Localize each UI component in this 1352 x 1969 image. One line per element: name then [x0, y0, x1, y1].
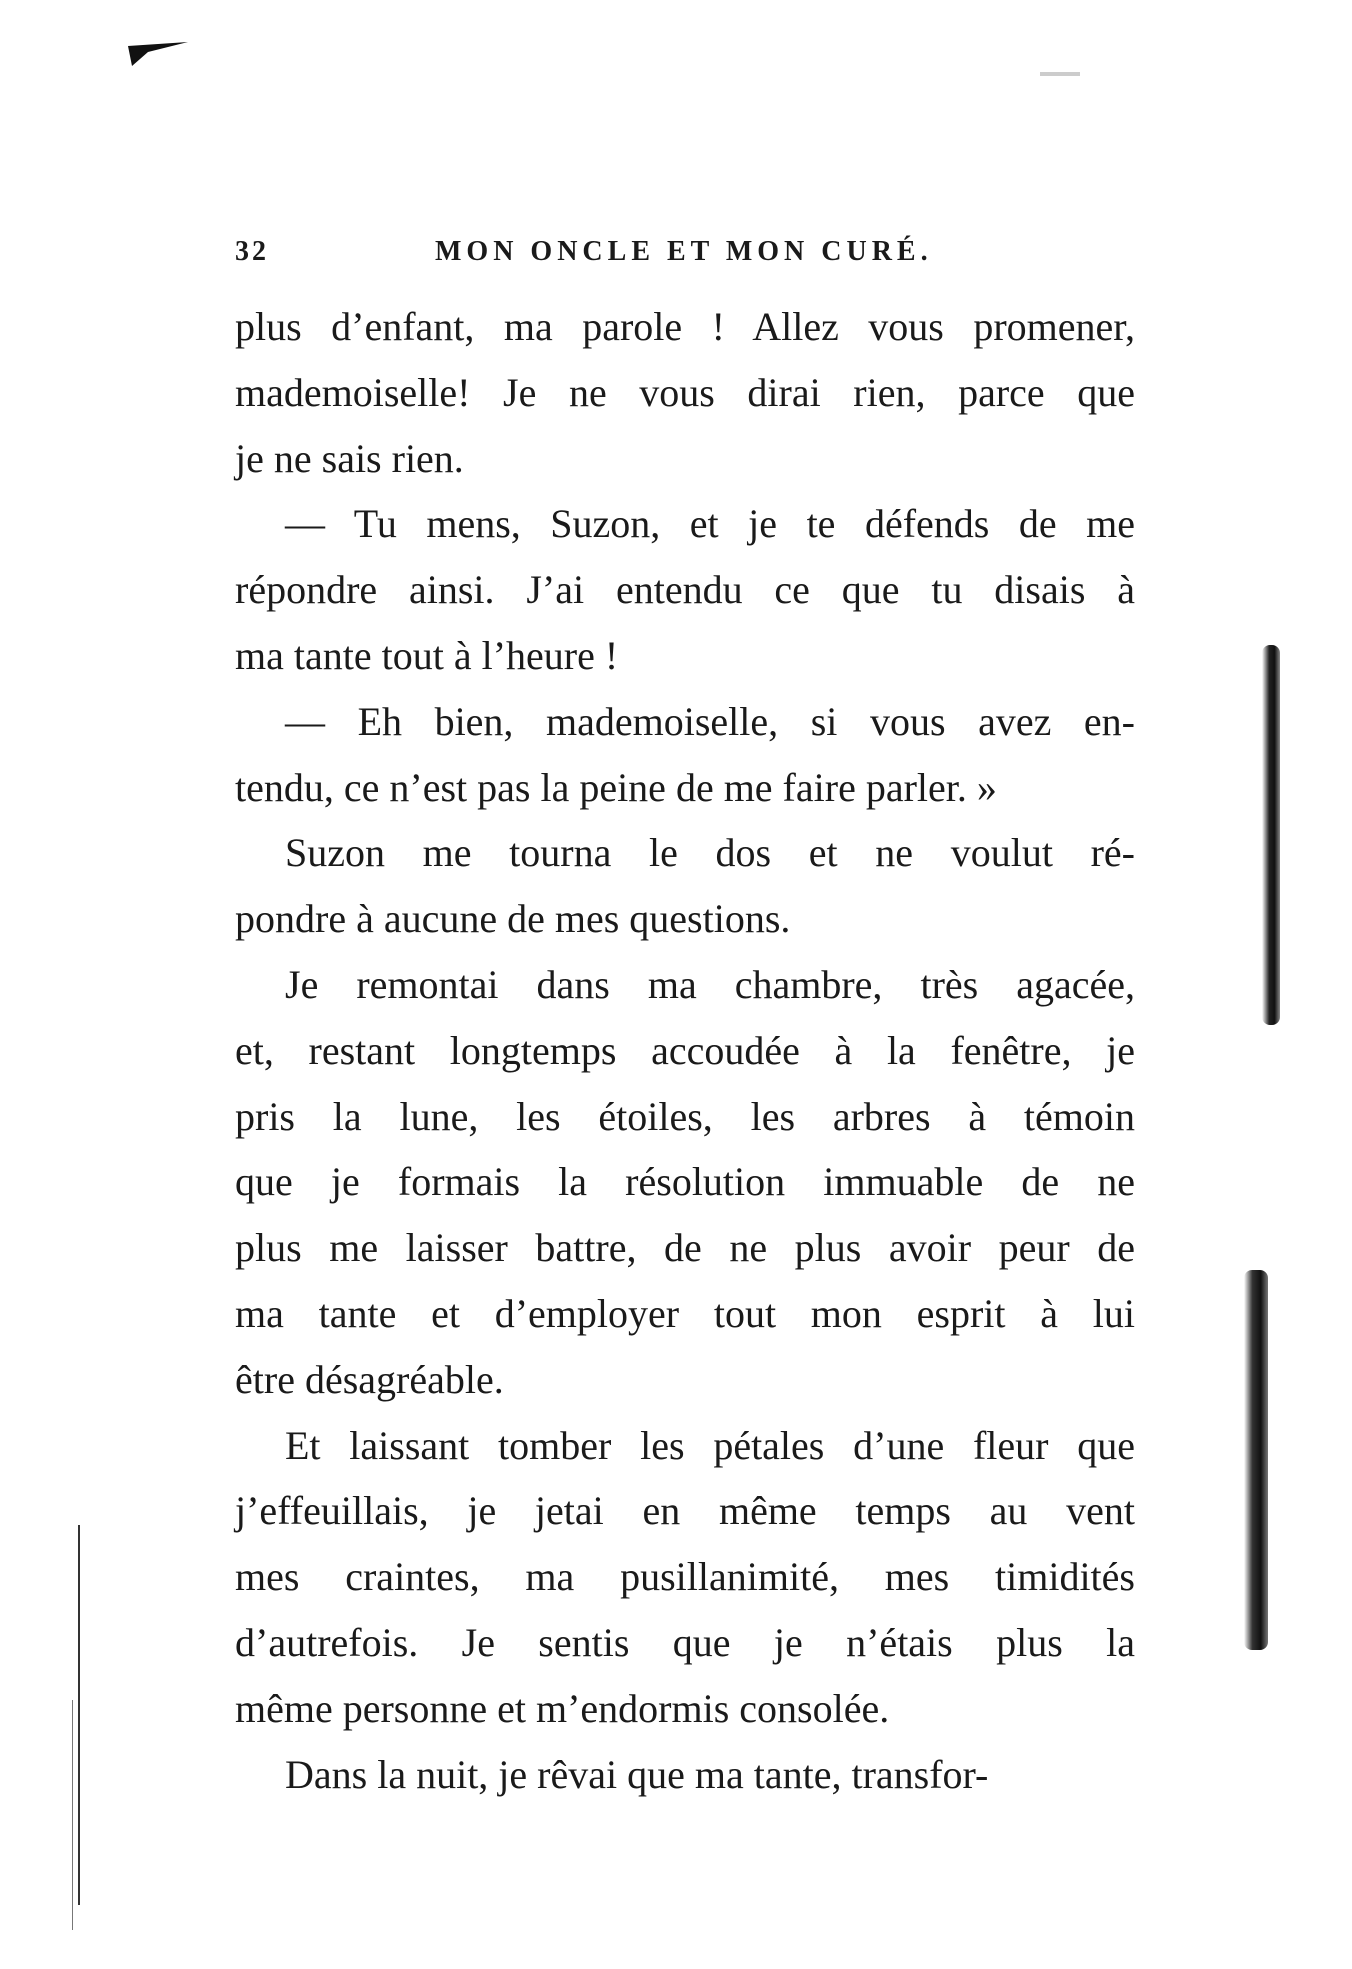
scan-edge-shadow-lower — [1244, 1270, 1268, 1650]
text-line: ma tante tout à l’heure ! — [235, 632, 619, 678]
scan-edge-shadow-upper — [1262, 645, 1280, 1025]
text-line: ma tante et d’employer tout mon esprit à lui — [235, 1290, 1135, 1336]
text-line: plus d’enfant, ma parole ! Allez vous promener, — [235, 304, 1135, 349]
text-line: pondre à aucune de mes questions. — [235, 896, 791, 942]
text-line: pris la lune, les étoiles, les arbres à témoin — [235, 1093, 1135, 1139]
text-line: je ne sais rien. — [235, 435, 464, 481]
scan-speck — [1040, 72, 1080, 76]
text-line: d’autrefois. Je sentis que je n’étais plus la — [235, 1619, 1135, 1665]
gutter-line — [78, 1525, 80, 1905]
text-line: mademoiselle! Je ne vous dirai rien, parce que — [235, 369, 1135, 415]
text-body — [235, 294, 1135, 1807]
text-line: Suzon me tourna le dos et ne voulut ré- — [285, 830, 1135, 876]
gutter-line-faint — [72, 1700, 73, 1930]
corner-ink-mark — [128, 38, 188, 68]
text-line: même personne et m’endormis consolée. — [235, 1685, 890, 1731]
text-line: — Eh bien, mademoiselle, si vous avez en- — [285, 698, 1135, 744]
text-line: tendu, ce n’est pas la peine de me faire parler. » — [235, 764, 997, 810]
text-line: Je remontai dans ma chambre, très agacée, — [285, 961, 1135, 1007]
text-line: mes craintes, ma pusillanimité, mes timidités — [235, 1554, 1135, 1600]
text-line: Et laissant tomber les pétales d’une fleur que — [285, 1422, 1135, 1468]
running-head — [235, 236, 1135, 276]
page-number: 32 — [235, 236, 269, 267]
running-title: MON ONCLE ET MON CURÉ. — [435, 236, 933, 267]
text-line: être désagréable. — [235, 1356, 504, 1402]
text-line: Dans la nuit, je rêvai que ma tante, transfor- — [285, 1751, 989, 1797]
text-line: plus me laisser battre, de ne plus avoir peur de — [235, 1225, 1135, 1271]
text-line: et, restant longtemps accoudée à la fenêtre, je — [235, 1027, 1135, 1073]
text-line: j’effeuillais, je jetai en même temps au vent — [235, 1488, 1135, 1534]
text-line: que je formais la résolution immuable de ne — [235, 1159, 1135, 1205]
text-line: répondre ainsi. J’ai entendu ce que tu disais à — [235, 567, 1135, 613]
text-line: — Tu mens, Suzon, et je te défends de me — [285, 501, 1135, 547]
